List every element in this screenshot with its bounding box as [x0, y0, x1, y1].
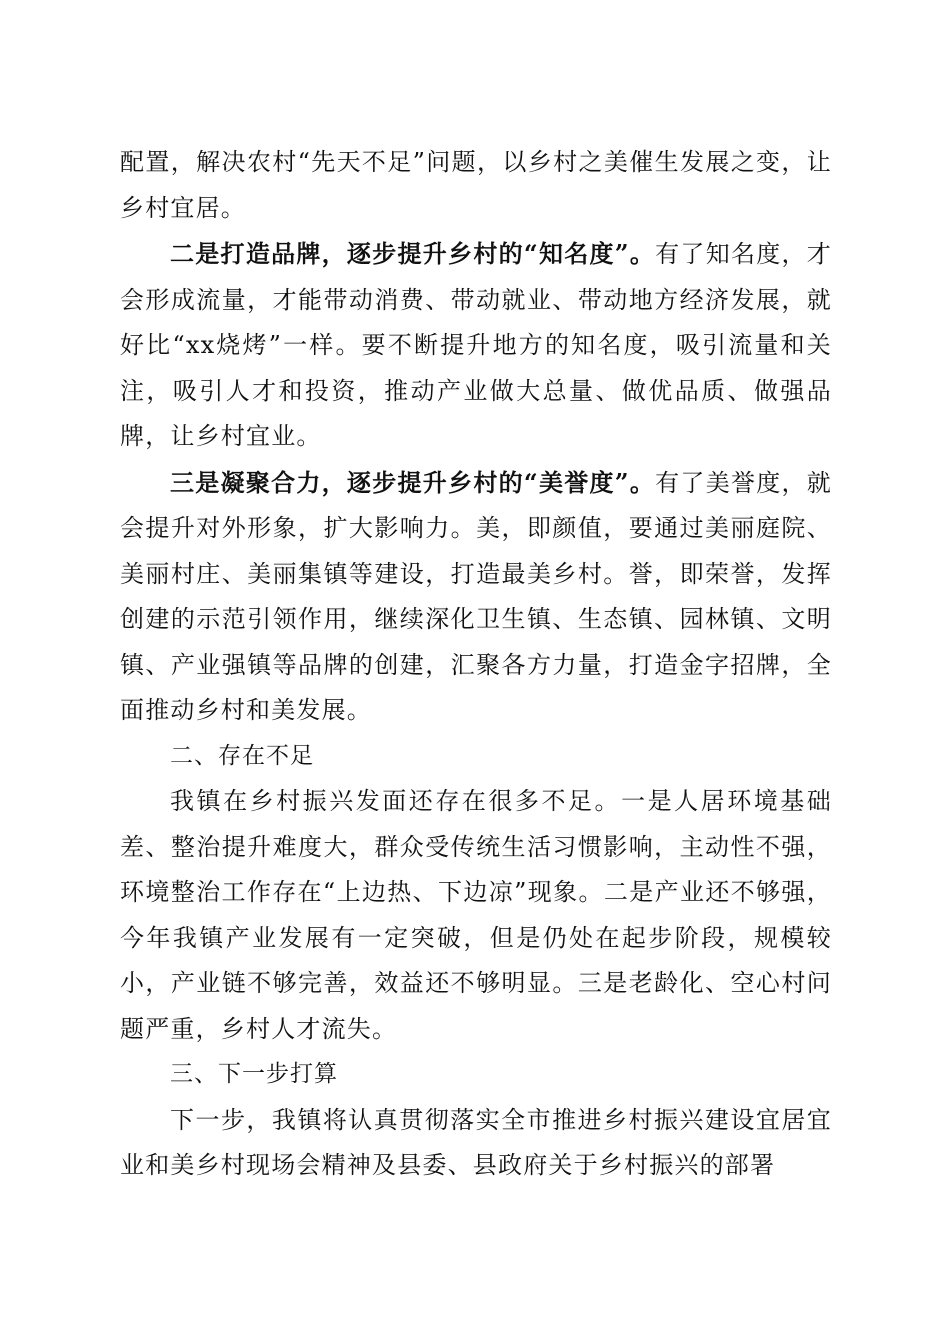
- paragraph-reputation: [120, 460, 832, 734]
- paragraph-lead: 二是打造品牌，逐步提升乡村的“知名度”。: [170, 239, 656, 268]
- paragraph-text: 配置，解决农村“先天不足”问题，以乡村之美催生发展之变，让乡村宜居。: [120, 148, 832, 222]
- document-page: [120, 140, 832, 1189]
- paragraph-lead: 三是凝聚合力，逐步提升乡村的“美誉度”。: [170, 467, 656, 497]
- paragraph-next-steps: [120, 1098, 832, 1189]
- paragraph-text: 有了美誉度，就会提升对外形象，扩大影响力。美，即颜值，要通过美丽庭院、美丽村庄、美丽集镇等建设，打造最美乡村。誉，即荣誉，发挥创建的示范引领作用，继续深化卫生镇、生态镇、园林镇、文明镇、产业强镇等品牌的创建，汇聚各方力量，打造金字招牌，全面推动乡村和美发展。: [120, 468, 832, 724]
- paragraph-continuation: [120, 140, 832, 231]
- section-heading-next-steps: 三、下一步打算: [170, 1061, 338, 1087]
- paragraph-text: 有了知名度，才会形成流量，才能带动消费、带动就业、带动地方经济发展，就好比“xx烧烤”一样。要不断提升地方的知名度，吸引流量和关注，吸引人才和投资，推动产业做大总量、做优品质、做强品牌，让乡村宜业。: [120, 240, 832, 450]
- paragraph-shortcomings: [120, 779, 832, 1052]
- paragraph-text: 下一步，我镇将认真贯彻落实全市推进乡村振兴建设宜居宜业和美乡村现场会精神及县委、县政府关于乡村振兴的部署: [120, 1105, 832, 1179]
- paragraph-text: 我镇在乡村振兴发面还存在很多不足。一是人居环境基础差、整治提升难度大，群众受传统生活习惯影响，主动性不强，环境整治工作存在“上边热、下边凉”现象。二是产业还不够强，今年我镇产业发展有一定突破，但是仍处在起步阶段，规模较小，产业链不够完善，效益还不够明显。三是老龄化、空心村问题严重，乡村人才流失。: [120, 787, 832, 1043]
- section-heading-shortcomings: 二、存在不足: [170, 742, 314, 769]
- paragraph-brand: [120, 231, 832, 460]
